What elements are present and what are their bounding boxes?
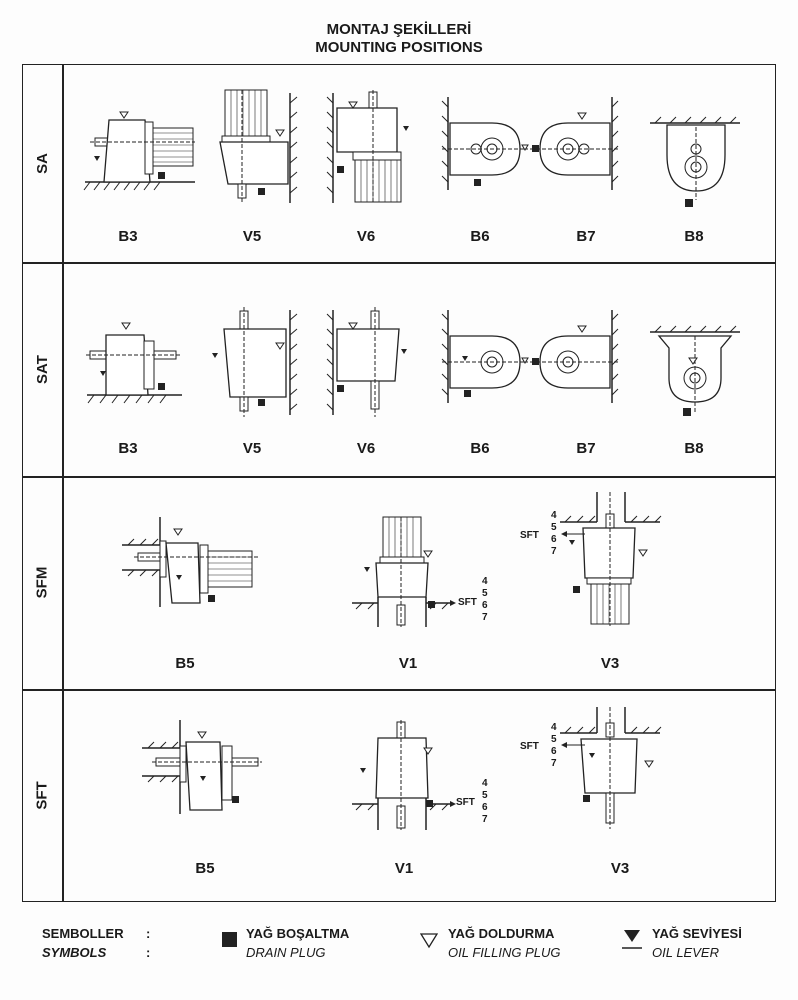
caption-sa-v6: V6 (356, 228, 376, 245)
level-label-tr: YAĞ SEVİYESİ (652, 926, 742, 941)
oil-level-icon (622, 928, 642, 952)
drain-label-tr: YAĞ BOŞALTMA (246, 926, 350, 941)
sft-b5-diagram (140, 718, 270, 818)
sfm-v3-numbers: 4 5 6 7 (551, 510, 557, 557)
fill-label-tr: YAĞ DOLDURMA (448, 926, 555, 941)
caption-sft-b5: B5 (195, 860, 215, 877)
caption-sfm-b5: B5 (175, 655, 195, 672)
sa-v5-diagram (210, 88, 300, 208)
sat-b3-diagram (82, 315, 202, 410)
level-label-en: OIL LEVER (652, 945, 719, 960)
caption-sft-v3: V3 (610, 860, 630, 877)
row-label-sfm: SFM (33, 566, 51, 599)
sfm-v1-numbers: 4 5 6 7 (482, 576, 488, 623)
caption-sfm-v3: V3 (600, 655, 620, 672)
caption-sat-v5: V5 (242, 440, 262, 457)
symbols-colon: : (146, 926, 151, 941)
symbols-heading-tr: SEMBOLLER (42, 926, 124, 941)
caption-sa-b3: B3 (118, 228, 138, 245)
sat-b7-diagram (530, 308, 620, 408)
row-divider (22, 689, 776, 691)
label-column-divider (62, 64, 64, 902)
sat-v5-diagram (210, 305, 300, 420)
caption-sa-b8: B8 (684, 228, 704, 245)
caption-sa-b6: B6 (470, 228, 490, 245)
caption-sft-v1: V1 (394, 860, 414, 877)
sft-v3-sft-label: SFT (520, 741, 539, 752)
title-turkish: MONTAJ ŞEKİLLERİ (326, 21, 472, 38)
symbols-heading-en: SYMBOLS (42, 945, 107, 960)
title-english: MOUNTING POSITIONS (315, 39, 483, 56)
sa-b7-diagram (530, 95, 620, 195)
caption-sat-b7: B7 (576, 440, 596, 457)
sa-b8-diagram (645, 105, 745, 215)
caption-sa-b7: B7 (576, 228, 596, 245)
sfm-v3-sft-label: SFT (520, 530, 539, 541)
sft-v3-diagram (555, 705, 665, 835)
row-label-sft: SFT (33, 781, 51, 810)
sat-v6-diagram (325, 305, 415, 420)
caption-sat-v6: V6 (356, 440, 376, 457)
sa-v6-diagram (325, 88, 415, 208)
oil-filling-plug-icon (420, 933, 438, 949)
caption-sfm-v1: V1 (398, 655, 418, 672)
caption-sat-b3: B3 (118, 440, 138, 457)
drain-label-en: DRAIN PLUG (246, 945, 326, 960)
sft-v1-numbers: 4 5 6 7 (482, 778, 488, 825)
sfm-v1-diagram (350, 515, 460, 630)
sfm-v3-diagram (555, 490, 665, 630)
row-label-sa: SA (33, 152, 51, 174)
sa-b6-diagram (440, 95, 530, 195)
sft-v3-numbers: 4 5 6 7 (551, 722, 557, 769)
sft-v1-sft-label: SFT (456, 797, 475, 808)
caption-sat-b8: B8 (684, 440, 704, 457)
sfm-b5-diagram (120, 515, 270, 610)
drain-plug-icon (222, 932, 238, 948)
sfm-v1-sft-label: SFT (458, 597, 477, 608)
fill-label-en: OIL FILLING PLUG (448, 945, 561, 960)
sa-b3-diagram (80, 100, 200, 200)
row-divider (22, 476, 776, 478)
row-divider (22, 262, 776, 264)
caption-sat-b6: B6 (470, 440, 490, 457)
symbols-colon: : (146, 945, 151, 960)
sat-b6-diagram (440, 308, 530, 408)
caption-sa-v5: V5 (242, 228, 262, 245)
row-label-sat: SAT (33, 354, 51, 384)
sft-v1-diagram (350, 718, 460, 833)
sat-b8-diagram (645, 318, 745, 428)
